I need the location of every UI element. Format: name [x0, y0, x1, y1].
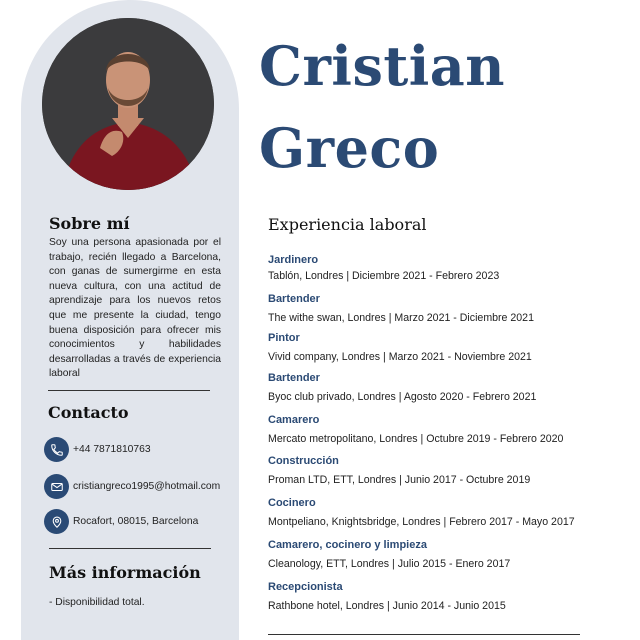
- job-detail: Rathbone hotel, Londres | Junio 2014 - Junio 2015: [268, 600, 506, 612]
- job-title: Pintor: [268, 332, 300, 344]
- email-icon: [44, 474, 69, 499]
- more-info-text: - Disponibilidad total.: [49, 597, 145, 608]
- job-detail: Vivid company, Londres | Marzo 2021 - Noviembre 2021: [268, 351, 532, 363]
- job-title: Bartender: [268, 293, 320, 305]
- phone-icon: [44, 437, 69, 462]
- phone-number[interactable]: +44 7871810763: [73, 444, 151, 455]
- more-info-heading: Más información: [49, 563, 201, 582]
- job-title: Camarero, cocinero y limpieza: [268, 539, 427, 551]
- last-name: Greco: [259, 116, 440, 180]
- job-detail: Mercato metropolitano, Londres | Octubre 2019 - Febrero 2020: [268, 433, 564, 445]
- job-title: Cocinero: [268, 497, 316, 509]
- about-heading: Sobre mí: [49, 214, 130, 233]
- job-detail: Montpeliano, Knightsbridge, Londres | Febrero 2017 - Mayo 2017: [268, 516, 575, 528]
- profile-photo: [42, 18, 214, 190]
- contact-phone: [44, 437, 151, 462]
- job-detail: Tablón, Londres | Diciembre 2021 - Febrero 2023: [268, 270, 500, 282]
- experience-divider: [268, 634, 580, 635]
- email-address[interactable]: cristiangreco1995@hotmail.com: [73, 481, 221, 492]
- job-title: Jardinero: [268, 254, 319, 266]
- location-address: Rocafort, 08015, Barcelona: [73, 516, 199, 527]
- job-detail: Proman LTD, ETT, Londres | Junio 2017 - Octubre 2019: [268, 474, 531, 486]
- contact-location: [44, 509, 198, 534]
- contact-divider: [49, 548, 211, 549]
- first-name: Cristian: [259, 34, 506, 98]
- contact-heading: Contacto: [48, 403, 129, 422]
- job-title: Camarero: [268, 414, 320, 426]
- job-title: Bartender: [268, 372, 320, 384]
- job-detail: The withe swan, Londres | Marzo 2021 - Diciembre 2021: [268, 312, 534, 324]
- job-title: Construcción: [268, 455, 339, 467]
- job-detail: Byoc club privado, Londres | Agosto 2020 - Febrero 2021: [268, 391, 537, 403]
- location-icon: [44, 509, 69, 534]
- about-divider: [48, 390, 210, 391]
- contact-email: [44, 474, 220, 499]
- experience-heading: Experiencia laboral: [268, 215, 427, 234]
- about-text: Soy una persona apasionada por el trabajo, recién llegado a Barcelona, con ganas de sumergirme en esta nueva cultura, con una actitud de aprendizaje para los nuevos retos que me presente la ciudad, tengo buena disposición para ofrecer mis conocimientos y habilidades desarrolladas a través de experiencia laboral: [49, 237, 221, 380]
- job-title: Recepcionista: [268, 581, 343, 593]
- job-detail: Cleanology, ETT, Londres | Julio 2015 - Enero 2017: [268, 558, 511, 570]
